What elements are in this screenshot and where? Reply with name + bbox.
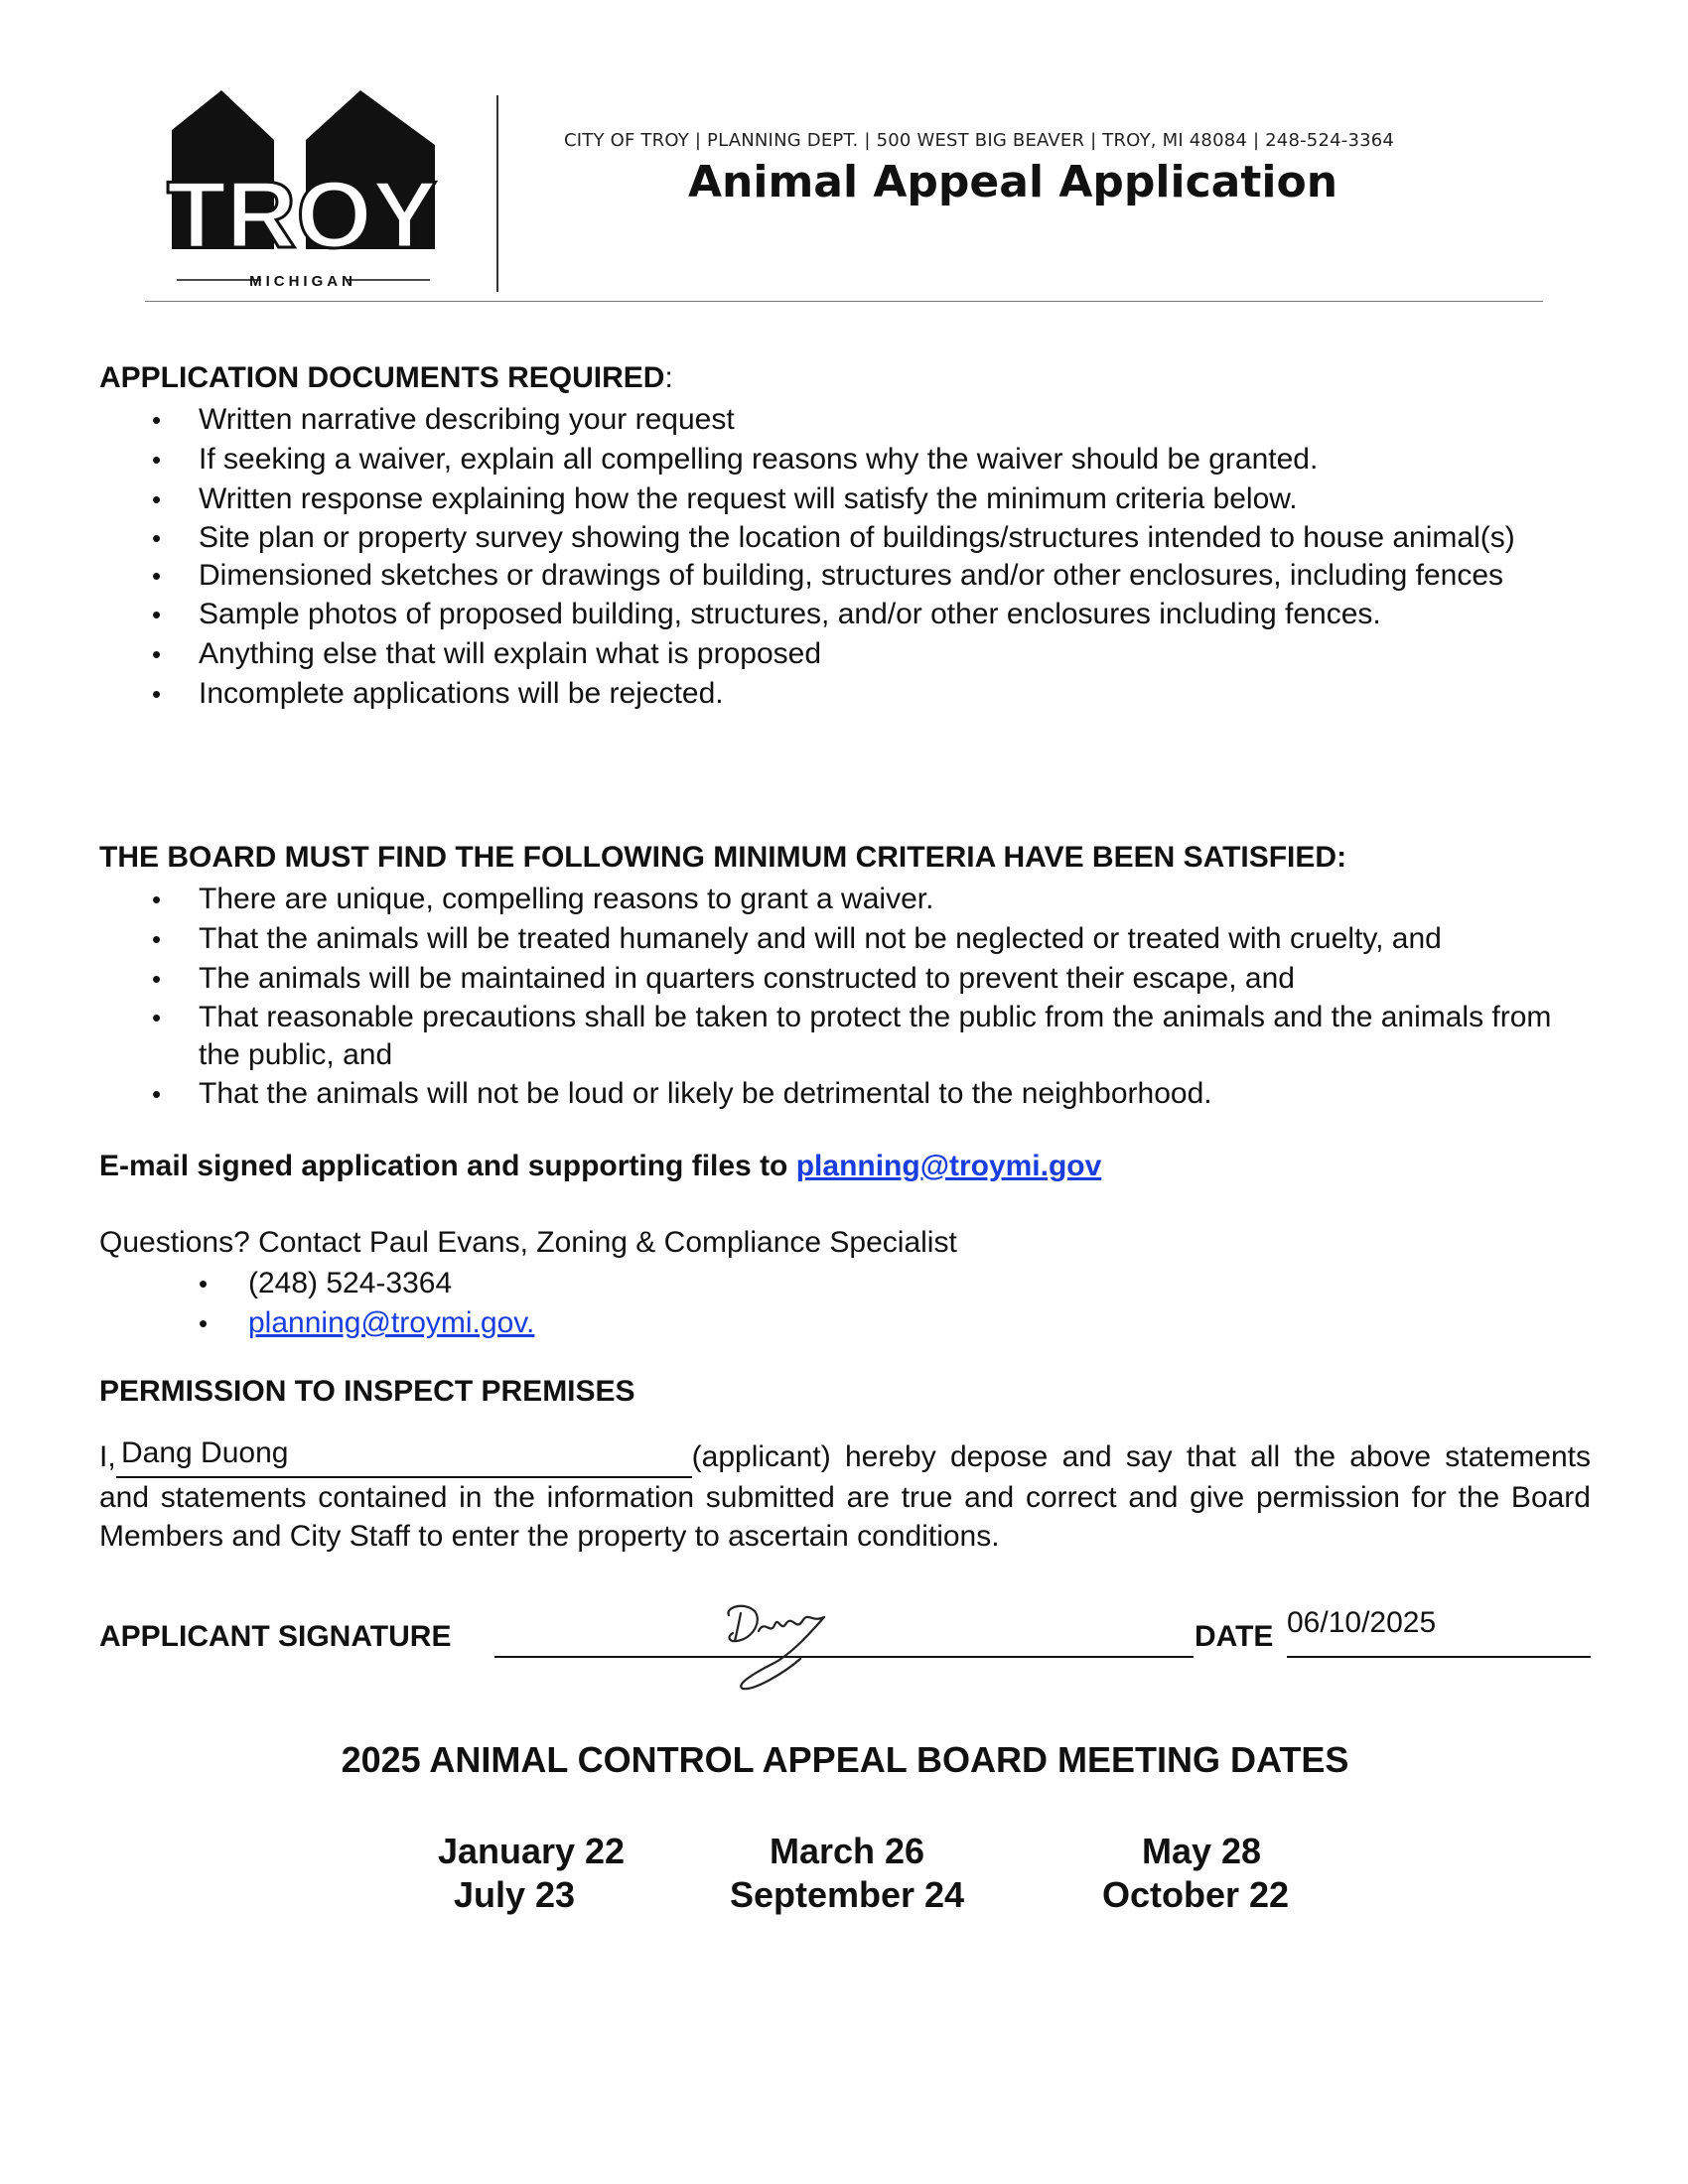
troy-logo [147, 85, 455, 296]
applicant-signature-label: APPLICANT SIGNATURE [99, 1620, 452, 1653]
list-item: • planning@troymi.gov. [199, 1306, 535, 1339]
logo-text: TROY [167, 162, 437, 268]
list-item: • Site plan or property survey showing the location of buildings/structures intended to house animal(s) [152, 521, 1515, 554]
header-divider [496, 95, 498, 292]
date-value: 06/10/2025 [1287, 1606, 1437, 1639]
questions-text: Questions? Contact Paul Evans, Zoning & Compliance Specialist [99, 1226, 957, 1259]
meeting-date: May 28 [1141, 1831, 1262, 1871]
list-item: • Anything else that will explain what is proposed [152, 637, 822, 670]
date-label: DATE [1195, 1620, 1274, 1653]
contact-list [149, 1264, 943, 1343]
permission-heading: PERMISSION TO INSPECT PREMISES [99, 1375, 635, 1408]
applicant-name-value: Dang Duong [121, 1436, 289, 1469]
list-item: • That the animals will be treated humanely and will not be neglected or treated with cruelty, and [152, 922, 1442, 955]
contact-line: CITY OF TROY | PLANNING DEPT. | 500 WEST BIG BEAVER | TROY, MI 48084 | 248-524-3364 [564, 130, 1395, 151]
meeting-date: March 26 [769, 1831, 925, 1871]
meeting-date: July 23 [453, 1874, 576, 1915]
list-item: • If seeking a waiver, explain all compelling reasons why the waiver should be granted. [152, 443, 1319, 476]
list-item: • (248) 524-3364 [199, 1267, 453, 1299]
list-item: • Dimensioned sketches or drawings of building, structures and/or other enclosures, including fences [152, 559, 1504, 592]
list-item: • Written response explaining how the request will satisfy the minimum criteria below. [152, 482, 1298, 515]
questions-email-link[interactable]: planning@troymi.gov. [248, 1306, 535, 1339]
criteria-list [99, 880, 1599, 1114]
list-item: • Written narrative describing your request [152, 403, 735, 436]
page-title: Animal Appeal Application [687, 157, 1338, 207]
meeting-date: January 22 [437, 1831, 626, 1871]
list-item: • Sample photos of proposed building, structures, and/or other enclosures including fences. [152, 598, 1381, 630]
list-item: • Incomplete applications will be rejected. [152, 677, 724, 710]
header-rule [145, 301, 1543, 302]
email-instruction: E-mail signed application and supporting files to planning@troymi.gov [99, 1150, 1102, 1182]
email-link[interactable]: planning@troymi.gov [795, 1150, 1102, 1182]
logo-subtext: MICHIGAN [249, 273, 356, 290]
documents-list [99, 400, 1569, 714]
list-item: • That the animals will not be loud or likely be detrimental to the neighborhood. [152, 1077, 1212, 1110]
permission-paragraph: I, (applicant) hereby depose and say that all the above statements and statements contained in the information submitted are true and correct and give permission for the Board Members and City Staff to enter the property to ascertain conditions. [99, 1437, 1591, 1556]
phone-number: (248) 524-3364 [248, 1267, 453, 1299]
meetings-title: 2025 ANIMAL CONTROL APPEAL BOARD MEETING DATES [341, 1739, 1349, 1780]
date-field[interactable] [1287, 1656, 1591, 1658]
handwritten-signature [715, 1593, 894, 1693]
list-item: • That reasonable precautions shall be taken to protect the public from the animals and the animals from the public, and [152, 1001, 1552, 1071]
documents-heading: APPLICATION DOCUMENTS REQUIRED: [99, 361, 673, 394]
meeting-date: September 24 [729, 1874, 965, 1915]
meeting-date: October 22 [1101, 1874, 1290, 1915]
list-item: • There are unique, compelling reasons to grant a waiver. [152, 883, 934, 915]
criteria-heading: THE BOARD MUST FIND THE FOLLOWING MINIMUM CRITERIA HAVE BEEN SATISFIED: [99, 841, 1347, 874]
list-item: • The animals will be maintained in quarters constructed to prevent their escape, and [152, 962, 1295, 995]
